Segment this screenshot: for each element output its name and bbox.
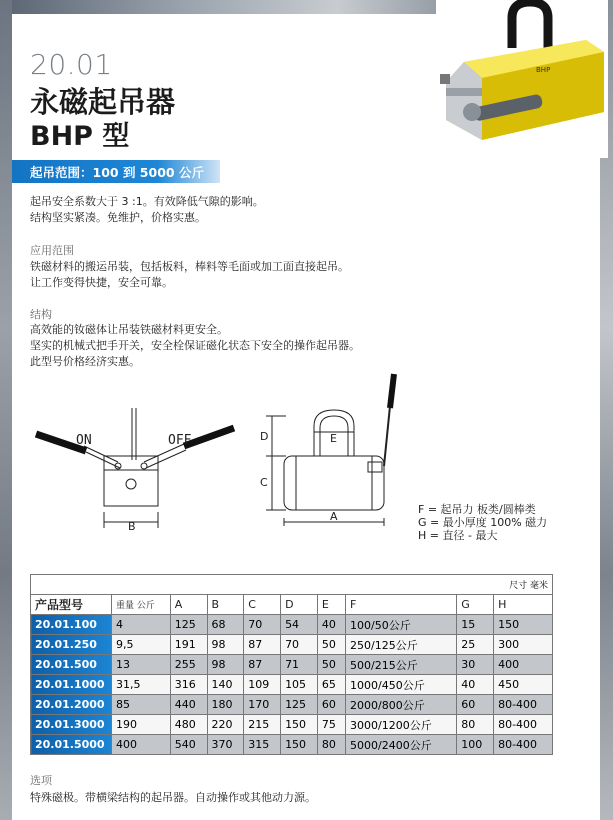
value-cell: 80-400: [494, 735, 553, 755]
value-cell: 30: [457, 655, 494, 675]
value-cell: 170: [244, 695, 281, 715]
value-cell: 4: [112, 615, 171, 635]
value-cell: 150: [281, 735, 318, 755]
structure-line-2: 坚实的机械式把手开关，安全栓保证磁化状态下安全的操作起吊器。: [30, 339, 360, 352]
product-code: 20.01: [30, 48, 113, 81]
page-subtitle: BHP 型: [30, 121, 130, 152]
unit-label: 尺寸 毫米: [31, 575, 553, 595]
value-cell: 540: [170, 735, 207, 755]
header-c: C: [244, 595, 281, 615]
value-cell: 315: [244, 735, 281, 755]
header-b: B: [207, 595, 244, 615]
value-cell: 9,5: [112, 635, 171, 655]
value-cell: 109: [244, 675, 281, 695]
on-label: ON: [76, 433, 92, 448]
model-cell: 20.01.100: [31, 615, 112, 635]
table-row: [31, 615, 553, 635]
value-cell: 65: [317, 675, 345, 695]
dim-a-label: A: [330, 510, 338, 523]
intro-line-2: 结构坚实紧凑。免维护，价格实惠。: [30, 211, 206, 224]
header-a: A: [170, 595, 207, 615]
table-row: [31, 655, 553, 675]
model-cell: 20.01.500: [31, 655, 112, 675]
value-cell: 1000/450公斤: [346, 675, 457, 695]
value-cell: 87: [244, 635, 281, 655]
background-photo-left: [0, 0, 12, 820]
value-cell: 31,5: [112, 675, 171, 695]
value-cell: 150: [494, 615, 553, 635]
value-cell: 2000/800公斤: [346, 695, 457, 715]
value-cell: 450: [494, 675, 553, 695]
value-cell: 215: [244, 715, 281, 735]
value-cell: 125: [281, 695, 318, 715]
value-cell: 400: [112, 735, 171, 755]
value-cell: 40: [317, 615, 345, 635]
value-cell: 191: [170, 635, 207, 655]
header-model: 产品型号: [31, 595, 112, 615]
unit-row: [31, 575, 553, 595]
model-cell: 20.01.2000: [31, 695, 112, 715]
application-heading: 应用范围: [30, 244, 74, 257]
header-d: D: [281, 595, 318, 615]
value-cell: 100/50公斤: [346, 615, 457, 635]
svg-text:BHP: BHP: [536, 66, 551, 74]
header-h: H: [494, 595, 553, 615]
value-cell: 400: [494, 655, 553, 675]
table-row: [31, 695, 553, 715]
value-cell: 75: [317, 715, 345, 735]
value-cell: 5000/2400公斤: [346, 735, 457, 755]
value-cell: 68: [207, 615, 244, 635]
table-row: [31, 735, 553, 755]
value-cell: 50: [317, 655, 345, 675]
value-cell: 60: [457, 695, 494, 715]
model-cell: 20.01.5000: [31, 735, 112, 755]
range-text: 起吊范围：100 到 5000 公斤: [30, 165, 204, 180]
table-row: [31, 675, 553, 695]
value-cell: 300: [494, 635, 553, 655]
options-heading: 选项: [30, 774, 52, 787]
value-cell: 70: [244, 615, 281, 635]
value-cell: 150: [281, 715, 318, 735]
value-cell: 190: [112, 715, 171, 735]
value-cell: 370: [207, 735, 244, 755]
value-cell: 13: [112, 655, 171, 675]
header-row: [31, 595, 553, 615]
legend-g: G = 最小厚度 100% 磁力: [418, 516, 548, 529]
value-cell: 140: [207, 675, 244, 695]
header-f: F: [346, 595, 457, 615]
value-cell: 480: [170, 715, 207, 735]
legend-h: H = 直径 - 最大: [418, 529, 498, 542]
value-cell: 15: [457, 615, 494, 635]
off-label: OFF: [168, 433, 192, 448]
value-cell: 98: [207, 635, 244, 655]
application-line-2: 让工作变得快捷，安全可靠。: [30, 276, 173, 289]
model-cell: 20.01.250: [31, 635, 112, 655]
value-cell: 40: [457, 675, 494, 695]
value-cell: 250/125公斤: [346, 635, 457, 655]
structure-line-3: 此型号价格经济实惠。: [30, 355, 140, 368]
options-text: 特殊磁极。带横梁结构的起吊器。自动操作或其他动力源。: [30, 791, 316, 804]
header-weight: 重量 公斤: [112, 595, 171, 615]
value-cell: 500/215公斤: [346, 655, 457, 675]
header-g: G: [457, 595, 494, 615]
legend-f: F = 起吊力 板类/圆棒类: [418, 503, 536, 516]
model-cell: 20.01.1000: [31, 675, 112, 695]
structure-heading: 结构: [30, 308, 52, 321]
value-cell: 80-400: [494, 695, 553, 715]
value-cell: 105: [281, 675, 318, 695]
structure-line-1: 高效能的钕磁体让吊装铁磁材料更安全。: [30, 323, 228, 336]
spec-table: [30, 574, 553, 755]
table-row: [31, 715, 553, 735]
value-cell: 25: [457, 635, 494, 655]
dim-b-label: B: [128, 520, 136, 533]
value-cell: 316: [170, 675, 207, 695]
value-cell: 71: [281, 655, 318, 675]
value-cell: 98: [207, 655, 244, 675]
value-cell: 125: [170, 615, 207, 635]
value-cell: 100: [457, 735, 494, 755]
value-cell: 54: [281, 615, 318, 635]
value-cell: 80-400: [494, 715, 553, 735]
value-cell: 50: [317, 635, 345, 655]
header-e: E: [317, 595, 345, 615]
dim-e-label: E: [330, 432, 337, 445]
value-cell: 440: [170, 695, 207, 715]
dim-c-label: C: [260, 476, 268, 489]
value-cell: 255: [170, 655, 207, 675]
value-cell: 70: [281, 635, 318, 655]
value-cell: 87: [244, 655, 281, 675]
intro-line-1: 起吊安全系数大于 3 :1。有效降低气隙的影响。: [30, 195, 264, 208]
value-cell: 180: [207, 695, 244, 715]
value-cell: 60: [317, 695, 345, 715]
legend: [418, 503, 547, 542]
model-cell: 20.01.3000: [31, 715, 112, 735]
value-cell: 3000/1200公斤: [346, 715, 457, 735]
table-row: [31, 635, 553, 655]
product-photo: [436, 0, 608, 158]
value-cell: 80: [317, 735, 345, 755]
page-title: 永磁起吊器: [30, 85, 176, 119]
value-cell: 220: [207, 715, 244, 735]
value-cell: 80: [457, 715, 494, 735]
application-line-1: 铁磁材料的搬运吊装，包括板料，棒料等毛面或加工面直接起吊。: [30, 260, 349, 273]
value-cell: 85: [112, 695, 171, 715]
dim-d-label: D: [260, 430, 269, 443]
